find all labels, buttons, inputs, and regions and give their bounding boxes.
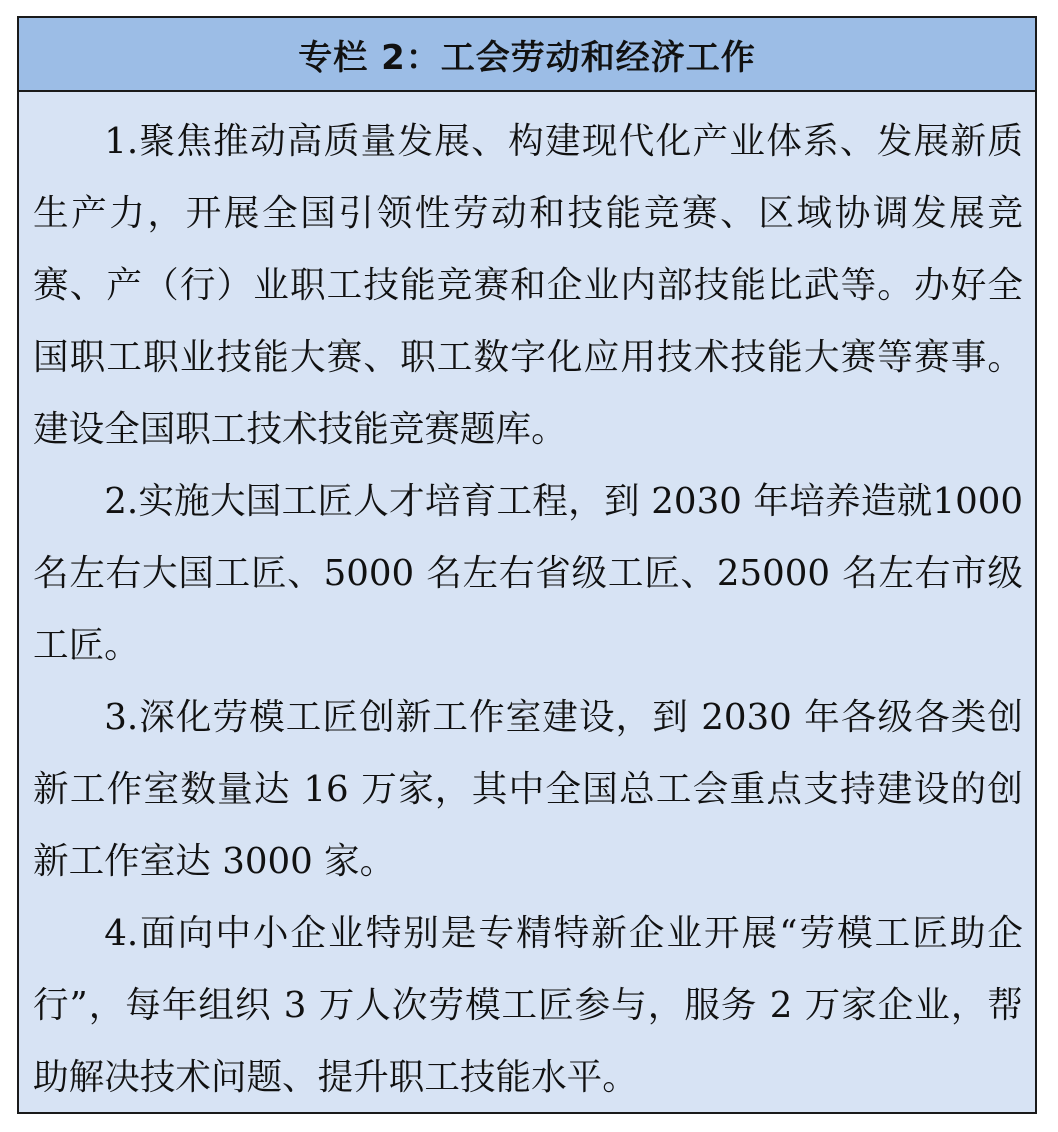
paragraph-3: 3.深化劳模工匠创新工作室建设，到 2030 年各级各类创新工作室数量达 16 万家，其中全国总工会重点支持建设的创新工作室达 3000 家。 <box>33 697 1023 882</box>
column-box <box>17 16 1037 1114</box>
paragraph-2: 2.实施大国工匠人才培育工程，到 2030 年培养造就1000 名左右大国工匠、5000 名左右省级工匠、25000 名左右市级工匠。 <box>33 481 1023 666</box>
paragraph-1: 1.聚焦推动高质量发展、构建现代化产业体系、发展新质生产力，开展全国引领性劳动和技能竞赛、区域协调发展竞赛、产（行）业职工技能竞赛和企业内部技能比武等。办好全国职工职业技能大赛、职工数字化应用技术技能大赛等赛事。建设全国职工技术技能竞赛题库。 <box>33 121 1023 450</box>
column-header <box>19 18 1035 92</box>
column-content <box>19 92 1035 1114</box>
paragraph-4: 4.面向中小企业特别是专精特新企业开展“劳模工匠助企行”，每年组织 3 万人次劳模工匠参与，服务 2 万家企业，帮助解决技术问题、提升职工技能水平。 <box>33 913 1023 1098</box>
column-title: 专栏 2：工会劳动和经济工作 <box>298 37 756 78</box>
